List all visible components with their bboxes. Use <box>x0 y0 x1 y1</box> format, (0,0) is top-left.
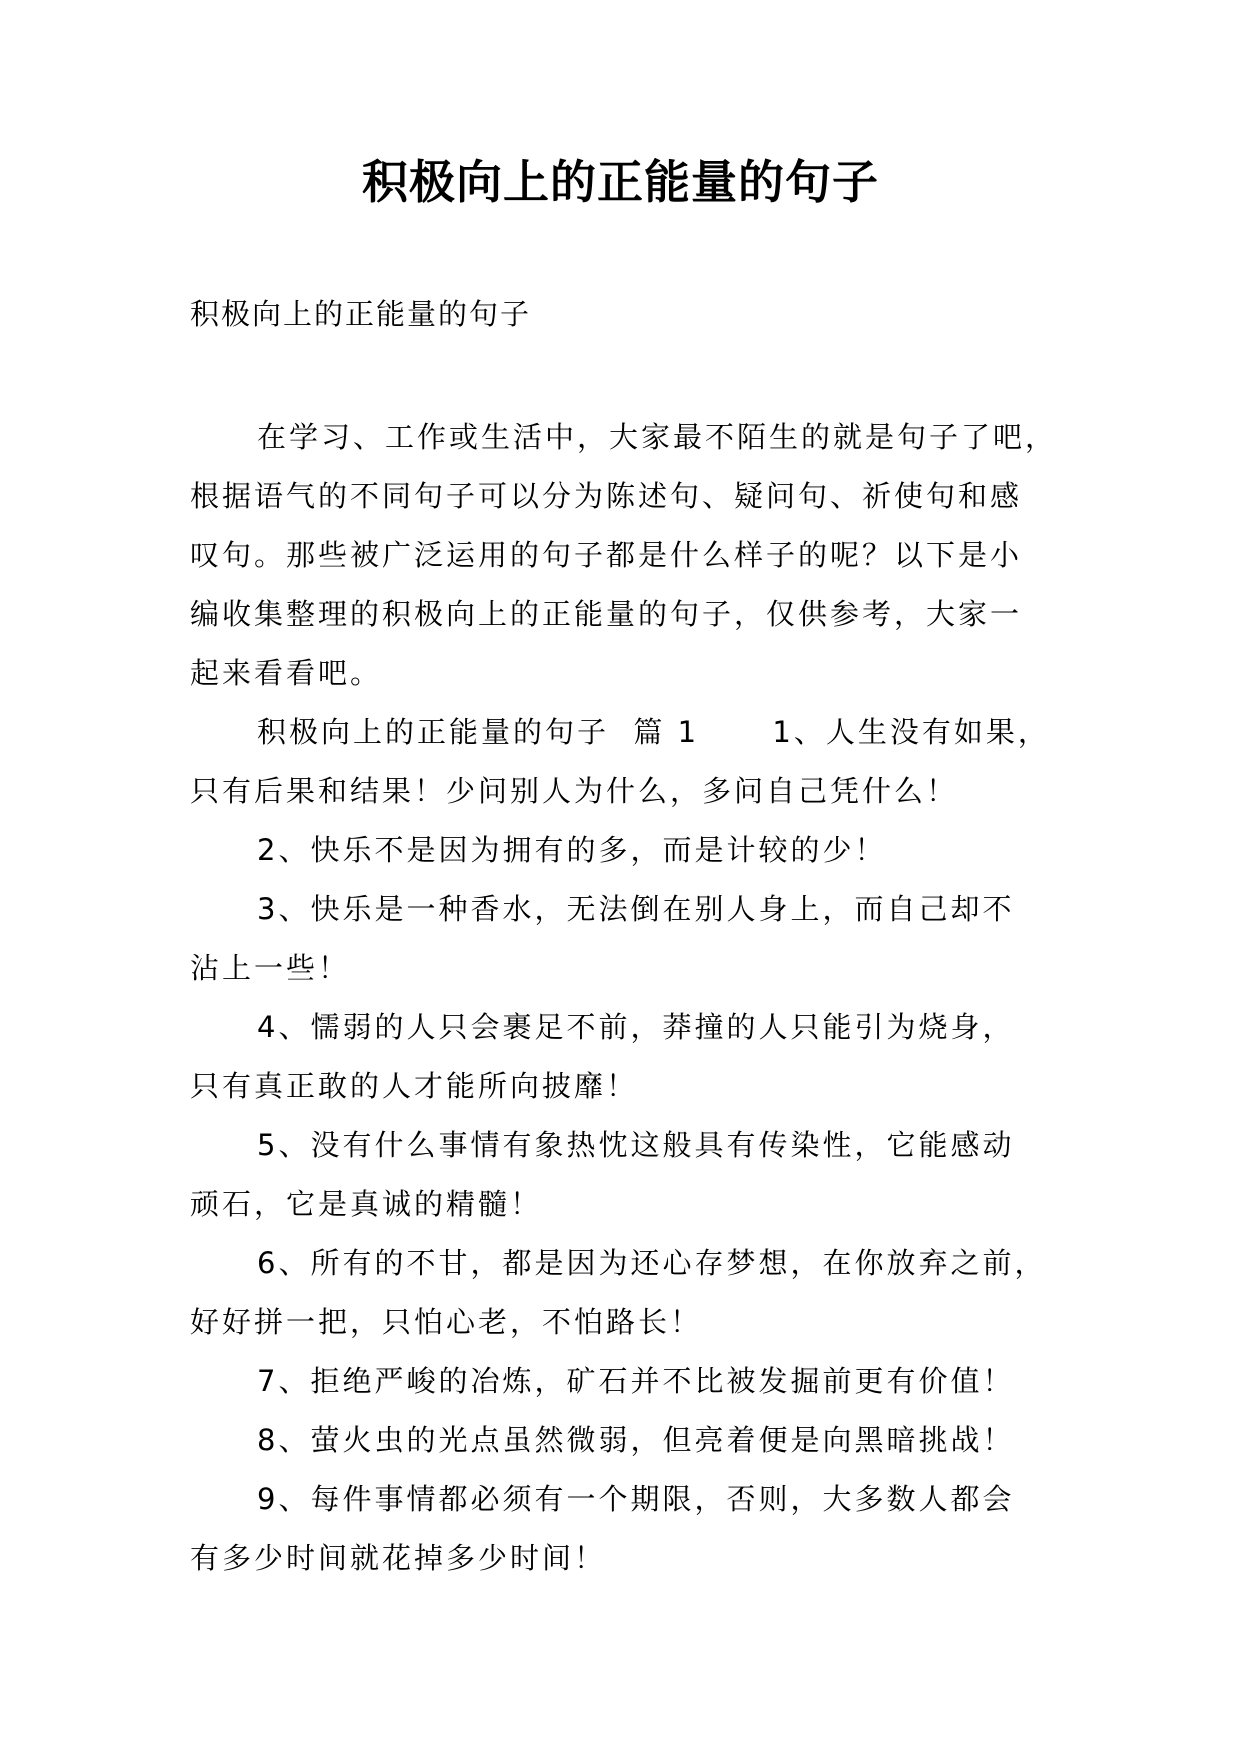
body-line: 6、所有的不甘，都是因为还心存梦想，在你放弃之前， <box>257 1246 1047 1280</box>
body-line: 编收集整理的积极向上的正能量的句子，仅供参考，大家一 <box>190 597 1023 631</box>
body-line: 叹句。那些被广泛运用的句子都是什么样子的呢？以下是小 <box>190 538 1023 572</box>
body-line: 根据语气的不同句子可以分为陈述句、疑问句、祈使句和感 <box>190 479 1023 513</box>
body-line: 2、快乐不是因为拥有的多，而是计较的少！ <box>257 833 887 867</box>
body-line: 沾上一些！ <box>190 951 351 985</box>
body-line: 8、萤火虫的光点虽然微弱，但亮着便是向黑暗挑战！ <box>257 1423 1015 1457</box>
body-line: 好好拼一把，只怕心老，不怕路长！ <box>190 1305 703 1339</box>
body-line: 4、懦弱的人只会裹足不前，莽撞的人只能引为烧身， <box>257 1010 1015 1044</box>
body-line: 有多少时间就花掉多少时间！ <box>190 1541 607 1575</box>
body-line: 9、每件事情都必须有一个期限，否则，大多数人都会 <box>257 1482 1015 1516</box>
body-line: 积极向上的正能量的句子 篇 1 1、人生没有如果， <box>257 715 1050 749</box>
body-line: 7、拒绝严峻的冶炼，矿石并不比被发掘前更有价值！ <box>257 1364 1015 1398</box>
body-line: 只有后果和结果！少问别人为什么，多问自己凭什么！ <box>190 774 959 808</box>
body-line: 3、快乐是一种香水，无法倒在别人身上，而自己却不 <box>257 892 1015 926</box>
body-line: 5、没有什么事情有象热忱这般具有传染性，它能感动 <box>257 1128 1015 1162</box>
body-line: 只有真正敢的人才能所向披靡！ <box>190 1069 639 1103</box>
body-line: 起来看看吧。 <box>190 656 383 690</box>
document-subtitle: 积极向上的正能量的句子 <box>190 297 532 331</box>
document-title: 积极向上的正能量的句子 <box>362 155 879 209</box>
body-line: 在学习、工作或生活中，大家最不陌生的就是句子了吧， <box>257 420 1058 454</box>
body-line: 顽石，它是真诚的精髓！ <box>190 1187 543 1221</box>
document-body <box>190 408 1070 1588</box>
